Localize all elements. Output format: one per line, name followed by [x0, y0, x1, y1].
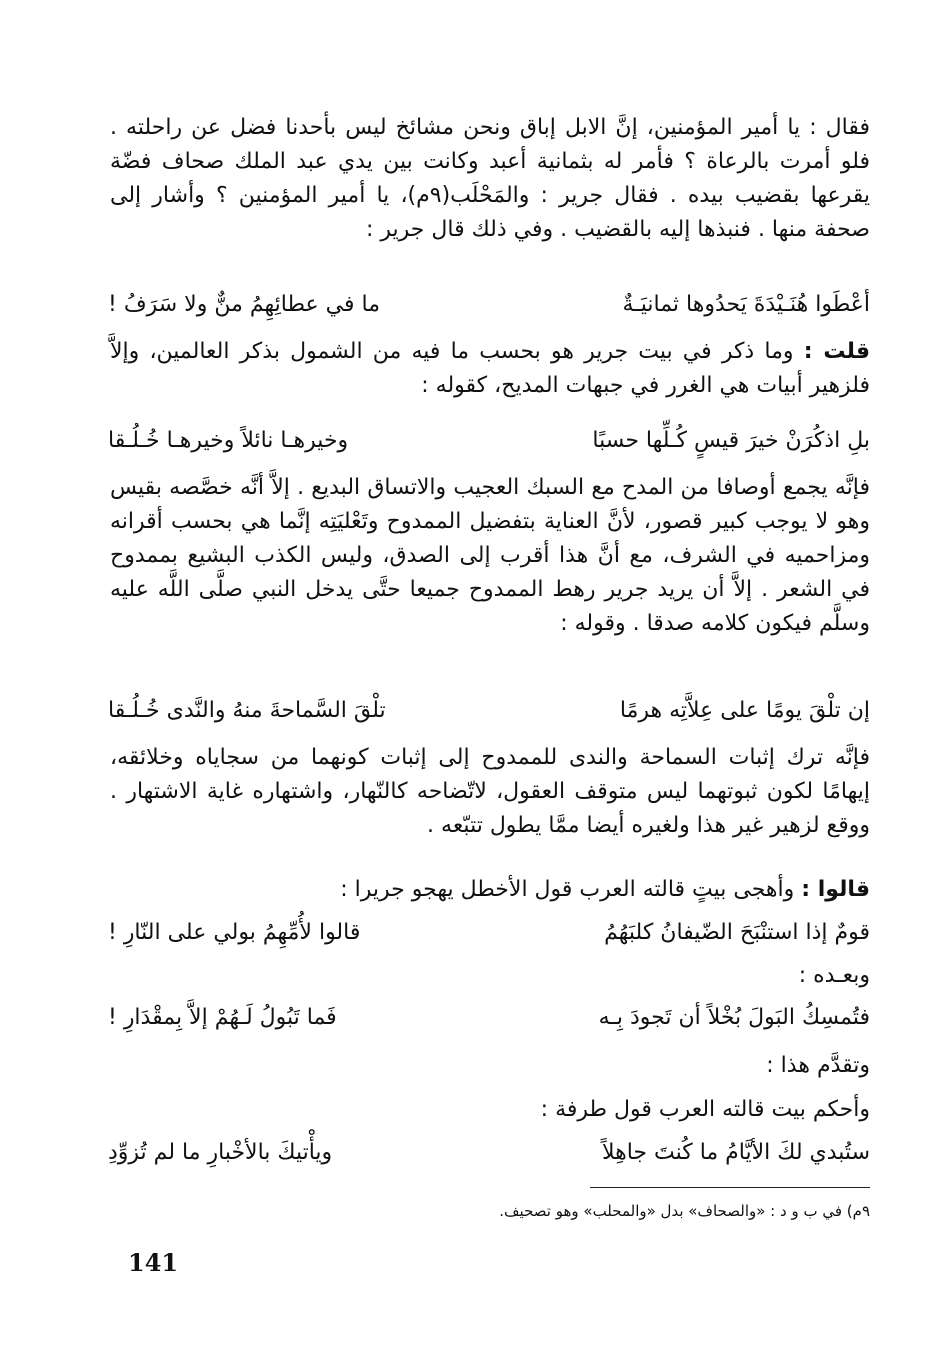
page-number: 141: [128, 1248, 179, 1277]
paragraph-2-text: وما ذكر في بيت جرير هو بحسب ما فيه من الشمول بذكر العالمين، وإلاَّ فلزهير أبيات هي الغرر في جبهات المديح، كقوله :: [110, 339, 870, 398]
verse-1-first-hemistich: أعْطَوا هُنَـيْدَةَ يَحدُوها ثمانيَـةٌ: [622, 292, 870, 317]
verse-4-second-hemistich: قالوا لأُمِّهِمُ بولي على النّارِ !: [108, 920, 361, 945]
paragraph-5-text: وأهجى بيتٍ قالته العرب قول الأخطل يهجو جريرا :: [340, 877, 795, 902]
paragraph-6: وبعـده :: [798, 963, 870, 988]
verse-6-second-hemistich: ويأْتيكَ بالأخْبارِ ما لم تُزوِّدِ: [108, 1140, 333, 1165]
paragraph-3: فإنَّه يجمع أوصافا من المدح مع السبك العجيب والاتساق البديع . إلاَّ أنَّه خصَّصه بقيس وهو لا يوجب كبير قصور، لأنَّ العناية بتفضيل الممدوح وتَعْليَتِه إنَّما هي بحسب أقرانه ومزاحميه في الشرف، مع أنَّ هذا أقرب إلى الصدق، وليس الكذب البشيع بممدوح في الشعر . إلاَّ أن يريد جرير رهط الممدوح جميعا حتَّى يدخل النبي صلَّى اللَّه عليه وسلَّم فيكون كلامه صدقا . وقوله :: [110, 475, 870, 636]
verse-6: [108, 1133, 870, 1173]
paragraph-4: فإنَّه ترك إثبات السماحة والندى للممدوح إلى إثبات كونهما من سجاياه وخلائقه، إيهامًا لكون ثبوتهما ليس متوقف العقول، لاتّضاحه كالنّهار، واشتهاره غاية الاشتهار . ووقع لزهير غير هذا ولغيره أيضا ممَّا يطول تتبّعه .: [110, 745, 870, 838]
verse-3-first-hemistich: إن تلْقَ يومًا على عِلاَّتِه هرمًا: [619, 698, 870, 723]
paragraph-8: وأحكم بيت قالته العرب قول طرفة :: [540, 1097, 870, 1122]
verse-2: [108, 421, 870, 461]
verse-3-second-hemistich: تلْقَ السَّماحةَ منهُ والنَّدى خُـلُـقا: [108, 698, 386, 723]
paragraph-2: [110, 335, 870, 403]
verse-2-second-hemistich: وخيرهـا نائلاً وخيرهـا خُـلُـقا: [108, 428, 349, 453]
verse-2-first-hemistich: بلِ اذكُرَنْ خيرَ قيسٍ كُـلِّها حسبًا: [592, 428, 870, 453]
paragraph-2-label: قلت :: [803, 339, 870, 364]
verse-3: [108, 691, 870, 731]
verse-1: [108, 285, 870, 325]
verse-5-second-hemistich: فَما تَبُولُ لَـهُمْ إلاَّ بِمقْدَارِ !: [108, 1005, 337, 1030]
verse-4-first-hemistich: قومٌ إذا استنْبَحَ الضّيفانُ كلبَهُمُ: [604, 920, 870, 945]
paragraph-5-label: قالوا :: [801, 877, 870, 902]
verse-5: [108, 998, 870, 1038]
paragraph-1: فقال : يا أمير المؤمنين، إنَّ الابل إباق ونحن مشائخ ليس بأحدنا فضل عن راحلته . فلو أمرت بالرعاة ؟ فأمر له بثمانية أعبد وكانت بين يدي عبد الملك صحاف فضّة يقرعها بقضيب بيده . فقال جرير : والمَحْلَب(٩م)، يا أمير المؤمنين ؟ وأشار إلى صحفة منها . فنبذها إليه بالقضيب . وفي ذلك قال جرير :: [110, 115, 870, 242]
paragraph-7: وتقدَّم هذا :: [766, 1053, 870, 1078]
verse-5-first-hemistich: فتُمسِكُ البَولَ بُخْلاً أن تَجودَ بِـه: [598, 1005, 870, 1030]
verse-4: [108, 913, 870, 953]
paragraph-5: [110, 873, 870, 907]
footnote: ٩م) في ب و د : «والصحاف» بدل «والمحلب» وهو تصحيف.: [499, 1202, 870, 1220]
verse-6-first-hemistich: ستُبدي لكَ الأيَّامُ ما كُنتَ جاهِلاً: [601, 1140, 870, 1165]
verse-1-second-hemistich: ما في عطائِهِمُ منٌّ ولا سَرَفُ !: [108, 292, 380, 317]
footnote-divider: [590, 1187, 870, 1188]
